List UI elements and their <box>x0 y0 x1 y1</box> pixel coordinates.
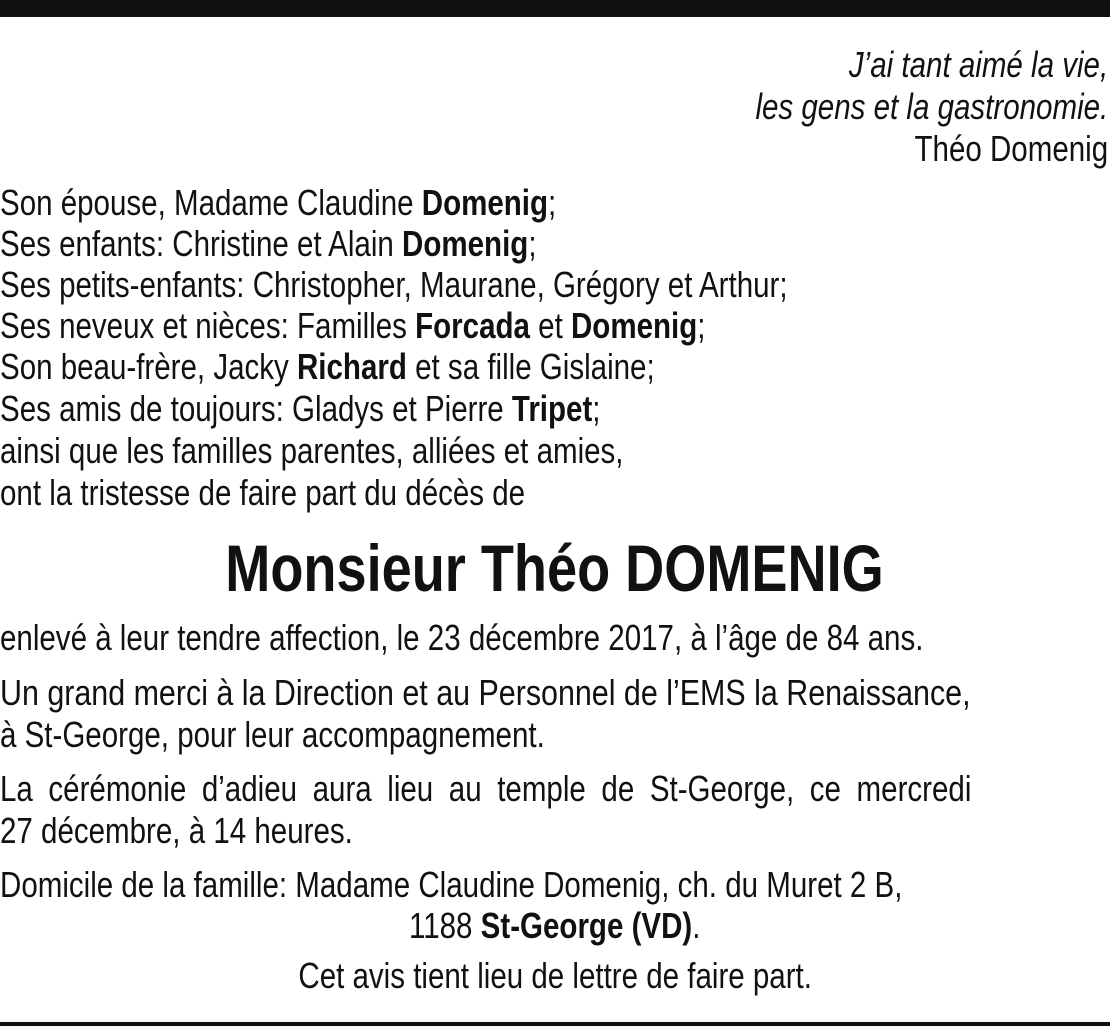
town: St-George (VD) <box>480 905 693 946</box>
passing-date-line: enlevé à leur tendre affection, le 23 décembre 2017, à l’âge de 84 ans. <box>0 617 924 658</box>
family-line-children: Ses enfants: Christine et Alain Domenig; <box>0 223 537 264</box>
ceremony-line-1: La cérémonie d’adieu aura lieu au temple de St-George, ce mercredi <box>0 768 972 809</box>
surname: Tripet <box>511 388 593 429</box>
family-line-spouse: Son épouse, Madame Claudine Domenig; <box>0 182 557 223</box>
surname: Domenig <box>570 305 698 346</box>
surname: Domenig <box>402 223 529 264</box>
family-line-brother-in-law: Son beau-frère, Jacky Richard et sa fille Gislaine; <box>0 346 655 387</box>
closing-note: Cet avis tient lieu de lettre de faire part. <box>298 955 812 996</box>
family-line-relatives: ainsi que les familles parentes, alliées et amies, <box>0 430 624 471</box>
epigraph-line-2: les gens et la gastronomie. <box>755 86 1108 127</box>
thanks-line-1: Un grand merci à la Direction et au Personnel de l’EMS la Renaissance, <box>0 672 971 713</box>
thanks-line-2: à St-George, pour leur accompagnement. <box>0 714 545 755</box>
deceased-name: Monsieur Théo DOMENIG <box>225 531 885 605</box>
family-line-grandchildren: Ses petits-enfants: Christopher, Maurane, Grégory et Arthur; <box>0 264 788 305</box>
family-line-friends: Ses amis de toujours: Gladys et Pierre Tripet; <box>0 388 601 429</box>
bottom-rule <box>0 1022 1110 1026</box>
domicile-line-2: 1188 St-George (VD). <box>409 905 701 946</box>
family-line-nephews: Ses neveux et nièces: Familles Forcada et Domenig; <box>0 305 706 346</box>
epigraph-author: Théo Domenig <box>914 128 1108 169</box>
surname: Richard <box>296 346 407 387</box>
announcement-line: ont la tristesse de faire part du décès de <box>0 472 526 513</box>
domicile-line-1: Domicile de la famille: Madame Claudine Domenig, ch. du Muret 2 B, <box>0 864 903 905</box>
surname: Domenig <box>421 182 549 223</box>
epigraph-line-1: J’ai tant aimé la vie, <box>848 44 1108 85</box>
surname: Forcada <box>415 305 530 346</box>
ceremony-line-2: 27 décembre, à 14 heures. <box>0 810 353 851</box>
